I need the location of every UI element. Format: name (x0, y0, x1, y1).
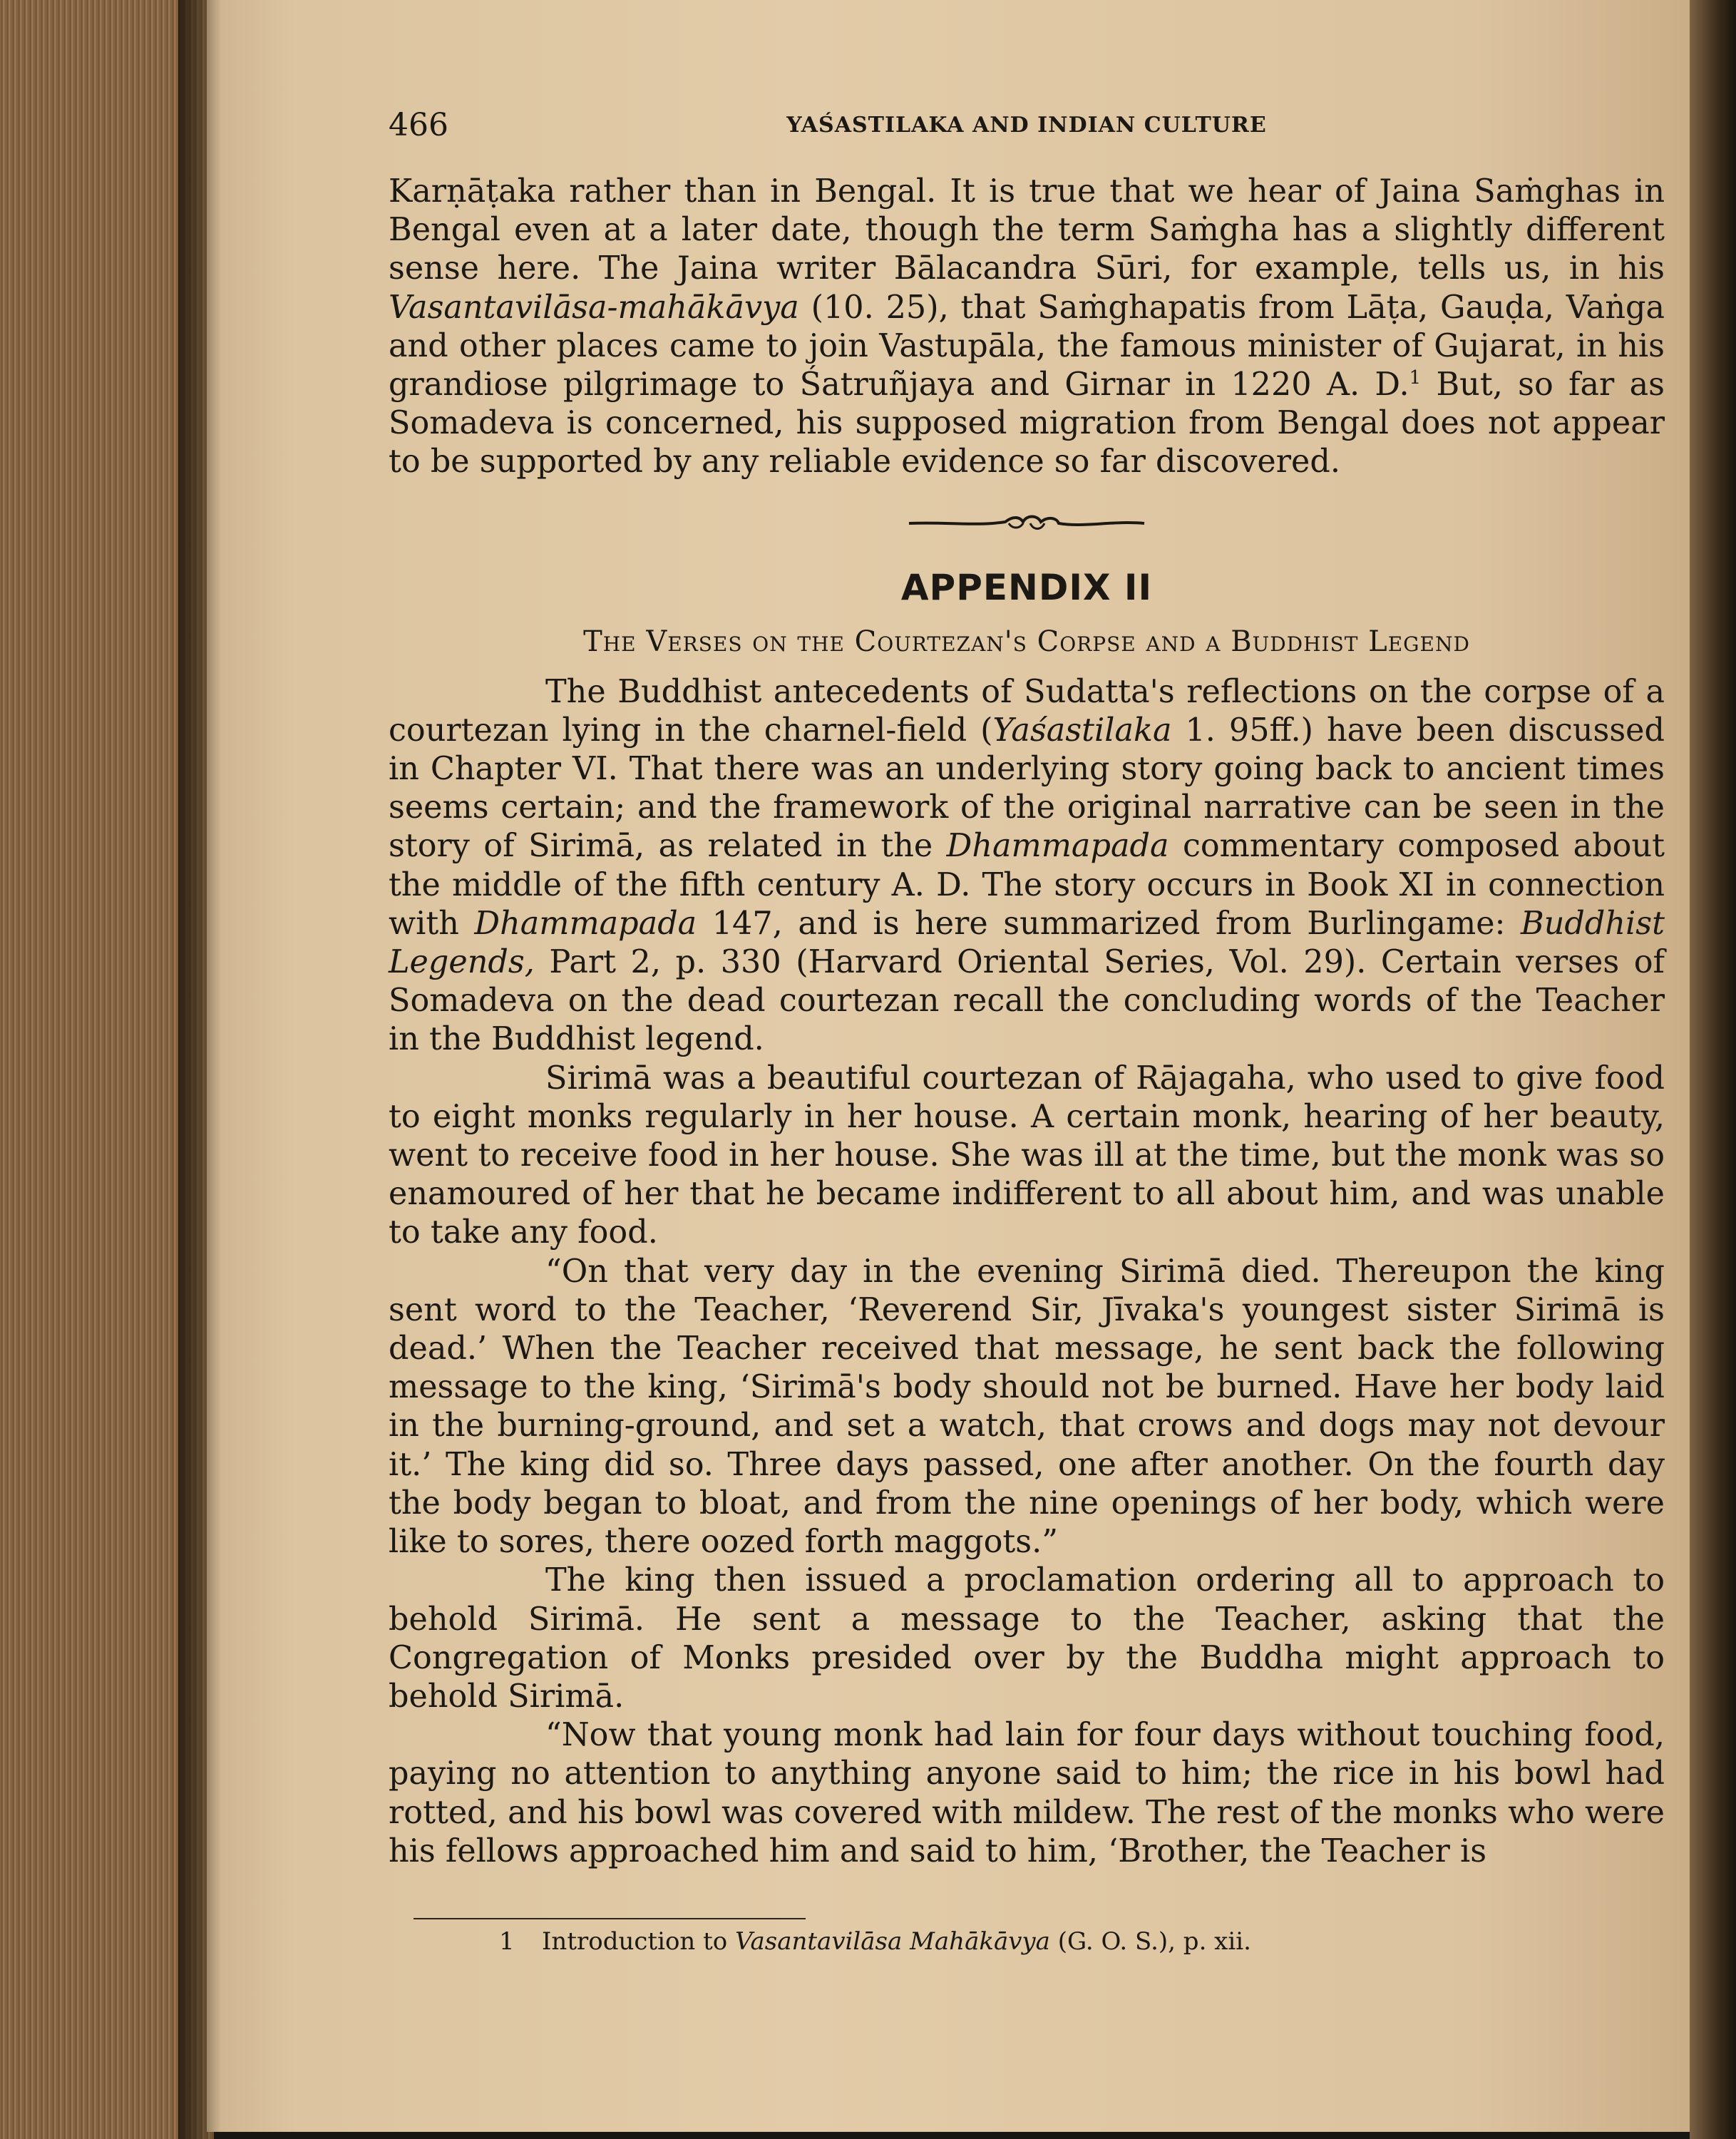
running-head: YAŚASTILAKA AND INDIAN CULTURE (786, 113, 1267, 138)
paragraph-6: “Now that young monk had lain for four days without touching food, paying no attention to anything anyone said to him; the rice in his bowl had rotted, and his bowl was covered with mildew. The rest of the monks who were his fellows approached him and said to him, ‘Brother, the Teacher is (389, 1717, 1665, 1869)
text-span: Karṇāṭaka rather than in Bengal. It is true that we hear of Jaina Saṁghas in Bengal even at a later date, though the term Saṁgha has a slightly different sense here. The Jaina writer Bālacandra Sūri, for example, tells us, in his (389, 173, 1665, 287)
footnote-number: 1 (499, 1927, 515, 1956)
text-span: The Buddhist antecedents of Sudatta's reflections on the corpse of a courtezan lying in the charnel-field ( (389, 673, 1665, 749)
text-span: (G. O. S.), p. xii. (1049, 1927, 1251, 1956)
italic-title: Yaśastilaka (992, 712, 1172, 749)
text-span: (10. 25), that Saṁghapatis from Lāṭa, Gauḍa, Vaṅga and other places came to join Vastupāla, the famous minister of Gujarat, in his grandiose pilgrimage to Śatruñjaya and Girnar in 1220 A. D. (389, 289, 1665, 404)
appendix-subtitle: The Verses on the Courtezan's Corpse and a Buddhist Legend (583, 625, 1470, 658)
paragraph-4: “On that very day in the evening Sirimā died. Thereupon the king sent word to the Teacher, ‘Reverend Sir, Jīvaka's youngest sister Sirimā is dead.’ When the Teacher received that message, he sent back the following message to the king, ‘Sirimā's body should not be burned. Have her body laid in the burning-ground, and set a watch, that crows and dogs may not devour it.’ The king did so. Three days passed, one after another. On the fourth day the body began to bloat, and from the nine openings of her body, which were like to sores, there oozed forth maggots.” (389, 1253, 1665, 1561)
text-span: Introduction to (542, 1927, 736, 1956)
italic-title: Vasantavilāsa Mahākāvya (735, 1927, 1050, 1956)
book-gutter-shadow (178, 0, 221, 2139)
italic-title: Buddhist Legends, (389, 905, 1665, 981)
footnote-mark: 1 (1409, 367, 1422, 389)
paragraph-2 (389, 673, 1665, 1060)
text-span: Part 2, p. 330 (Harvard Oriental Series, Vol. 29). Certain verses of Somadeva on the dead courtezan recall the concluding words of the Teacher in the Buddhist legend. (389, 944, 1665, 1058)
ornament-divider-icon (389, 488, 1665, 559)
paragraph-3: Sirimā was a beautiful courtezan of Rājagaha, who used to give food to eight monks regularly in her house. A certain monk, hearing of her beauty, went to receive food in her house. She was ill at the time, but the monk was so enamoured of her that he became indifferent to all about him, and was unable to take any food. (389, 1060, 1665, 1251)
footnote (499, 1924, 1497, 1959)
footnote-rule (414, 1918, 806, 1919)
paragraph-5: The king then issued a proclamation ordering all to approach to behold Sirimā. He sent a message to the Teacher, asking that the Congregation of Monks presided over by the Buddha might approach to behold Sirimā. (389, 1562, 1665, 1715)
right-page-edge (1690, 0, 1736, 2139)
text-span: 147, and is here summarized from Burlingame: (697, 905, 1521, 942)
text-span: 1. 95ff.) have been discussed in Chapter VI. That there was an underlying story going back to ancient times seems certain; and the framework of the original narrative can be seen in the story of Sirimā, as related in the (389, 712, 1665, 865)
appendix-title: APPENDIX II (900, 566, 1153, 608)
text-span: But, so far as Somadeva is concerned, his supposed migration from Bengal does not appear to be supported by any reliable evidence so far discovered. (389, 366, 1665, 481)
italic-title: Vasantavilāsa-mahākāvya (389, 289, 799, 326)
ornament-svg (905, 501, 1148, 543)
header-spacer (389, 107, 1665, 173)
italic-title: Dhammapada (474, 905, 697, 942)
paragraph-1 (389, 173, 1665, 482)
text-span: commentary composed about the middle of the fifth century A. D. The story occurs in Book XI in connection with (389, 828, 1665, 942)
page-number: 466 (389, 107, 448, 143)
italic-title: Dhammapada (946, 828, 1169, 865)
page-body (389, 107, 1665, 1871)
